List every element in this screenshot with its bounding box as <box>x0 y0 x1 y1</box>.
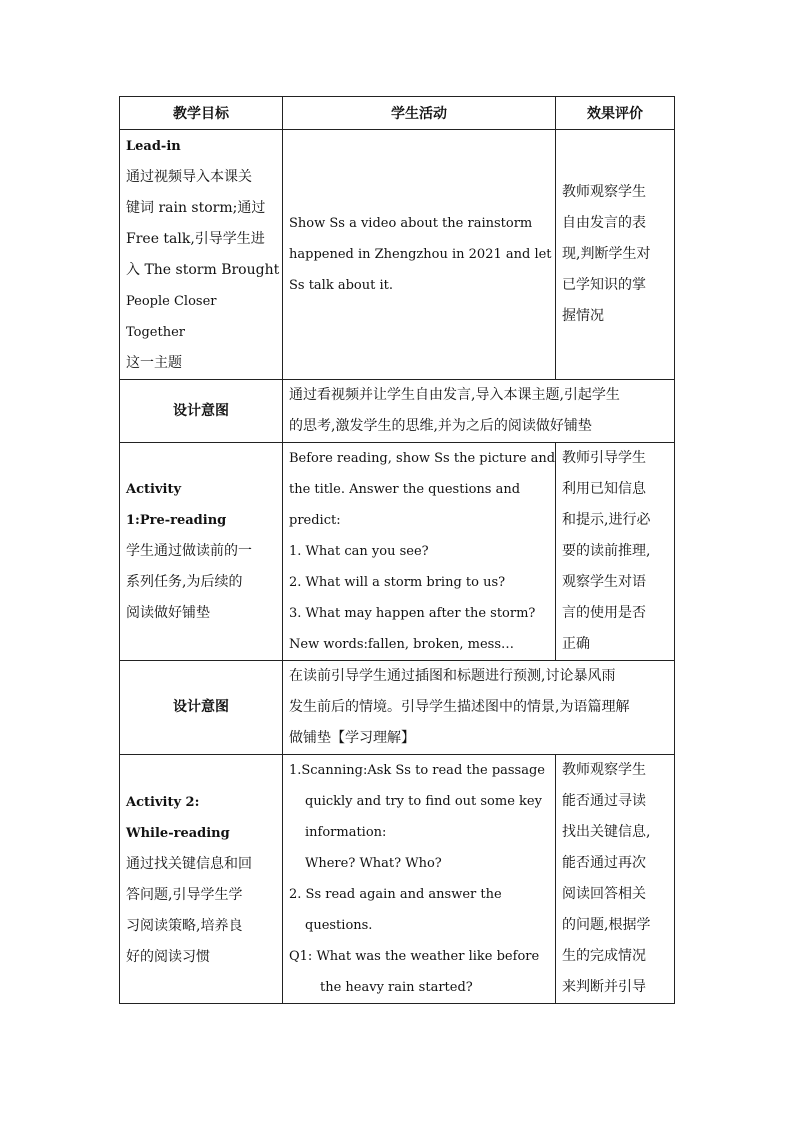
activity2-title: Activity 2: <box>126 795 200 810</box>
leadin-activity-cell <box>283 130 556 380</box>
leadin-eval-line: 已学知识的掌 <box>562 277 646 293</box>
activity2-eval-line: 生的完成情况 <box>562 948 646 964</box>
activity1-activity-line: predict: <box>289 513 341 528</box>
activity1-title: Activity <box>126 482 181 497</box>
activity1-goal-line: 学生通过做读前的一 <box>126 543 252 559</box>
activity1-activity-line: 2. What will a storm bring to us? <box>289 575 506 590</box>
activity1-row <box>120 443 675 661</box>
leadin-goal-line: 键词 rain storm;通过 <box>126 200 266 216</box>
lesson-plan-table <box>119 96 675 1004</box>
activity2-activity-line: 1.Scanning:Ask Ss to read the passage <box>289 763 545 778</box>
design-intent-text-2 <box>283 661 675 755</box>
header-student-activity: 学生活动 <box>283 97 556 130</box>
activity1-eval-line: 和提示,进行必 <box>562 512 651 528</box>
activity2-goal-line: 答问题,引导学生学 <box>126 887 243 903</box>
activity2-activity-line: questions. <box>305 918 373 933</box>
activity1-eval-line: 要的读前推理, <box>562 543 651 559</box>
activity1-goal-line: 系列任务,为后续的 <box>126 574 243 590</box>
activity2-title: While-reading <box>126 826 230 841</box>
activity2-goal-line: 好的阅读习惯 <box>126 949 210 965</box>
activity1-eval-line: 利用已知信息 <box>562 481 646 497</box>
activity2-eval-line: 阅读回答相关 <box>562 886 646 902</box>
leadin-goal-cell <box>120 130 283 380</box>
header-effect-evaluation: 效果评价 <box>556 97 675 130</box>
activity2-goal-line: 通过找关键信息和回 <box>126 856 252 872</box>
design-intent-label-1: 设计意图 <box>120 380 283 443</box>
leadin-row <box>120 130 675 380</box>
activity2-activity-line: Where? What? Who? <box>305 856 442 871</box>
leadin-activity-line: Ss talk about it. <box>289 278 393 293</box>
activity1-eval-cell <box>556 443 675 661</box>
activity1-goal-cell <box>120 443 283 661</box>
activity1-activity-line: 1. What can you see? <box>289 544 429 559</box>
activity2-activity-cell <box>283 755 556 1004</box>
design-intent-label-2: 设计意图 <box>120 661 283 755</box>
design-intent-line: 通过看视频并让学生自由发言,导入本课主题,引起学生 <box>289 387 620 403</box>
activity2-eval-line: 教师观察学生 <box>562 762 646 778</box>
activity1-goal-line: 阅读做好铺垫 <box>126 605 210 621</box>
activity2-row <box>120 755 675 1004</box>
design-intent-line: 的思考,激发学生的思维,并为之后的阅读做好铺垫 <box>289 418 592 434</box>
leadin-eval-line: 自由发言的表 <box>562 215 646 231</box>
activity1-activity-line: 3. What may happen after the storm? <box>289 606 536 621</box>
leadin-goal-line: 通过视频导入本课关 <box>126 169 252 185</box>
leadin-eval-line: 握情况 <box>562 308 604 324</box>
activity1-eval-line: 教师引导学生 <box>562 450 646 466</box>
activity2-eval-line: 能否通过再次 <box>562 855 646 871</box>
design-intent-line: 做铺垫【学习理解】 <box>289 730 415 746</box>
activity2-activity-line: 2. Ss read again and answer the <box>289 887 502 902</box>
leadin-title: Lead-in <box>126 139 181 154</box>
activity1-activity-line: New words:fallen, broken, mess… <box>289 637 515 652</box>
activity2-goal-line: 习阅读策略,培养良 <box>126 918 243 934</box>
activity1-eval-line: 观察学生对语 <box>562 574 646 590</box>
design-intent-text-1 <box>283 380 675 443</box>
design-intent-line: 发生前后的情境。引导学生描述图中的情景,为语篇理解 <box>289 699 630 715</box>
activity2-activity-line: information: <box>305 825 387 840</box>
design-intent-line: 在读前引导学生通过插图和标题进行预测,讨论暴风雨 <box>289 668 616 684</box>
leadin-eval-line: 教师观察学生 <box>562 184 646 200</box>
activity1-eval-line: 正确 <box>562 636 590 652</box>
design-intent-row-2 <box>120 661 675 755</box>
activity1-activity-cell <box>283 443 556 661</box>
activity2-activity-line: quickly and try to find out some key <box>305 794 542 809</box>
header-teaching-goal: 教学目标 <box>120 97 283 130</box>
leadin-eval-line: 现,判断学生对 <box>562 246 651 262</box>
leadin-goal-line: People Closer <box>126 294 217 309</box>
activity2-eval-line: 找出关键信息, <box>562 824 651 840</box>
activity2-eval-line: 能否通过寻读 <box>562 793 646 809</box>
activity2-activity-line: the heavy rain started? <box>320 980 473 995</box>
leadin-goal-line: 这一主题 <box>126 355 182 371</box>
activity1-activity-line: the title. Answer the questions and <box>289 482 521 497</box>
activity1-activity-line: Before reading, show Ss the picture and <box>289 451 556 466</box>
leadin-eval-cell <box>556 130 675 380</box>
activity1-title: 1:Pre-reading <box>126 513 227 528</box>
activity2-activity-line: Q1: What was the weather like before <box>289 949 540 964</box>
leadin-goal-line: Together <box>126 325 186 340</box>
leadin-goal-line: 入 The storm Brought <box>126 262 280 278</box>
activity2-eval-line: 来判断并引导 <box>562 979 646 995</box>
header-row <box>120 97 675 130</box>
activity2-eval-line: 的问题,根据学 <box>562 917 651 933</box>
design-intent-row-1 <box>120 380 675 443</box>
activity1-eval-line: 言的使用是否 <box>562 605 646 621</box>
leadin-activity-line: Show Ss a video about the rainstorm <box>289 216 533 231</box>
leadin-goal-line: Free talk,引导学生进 <box>126 231 265 247</box>
leadin-activity-line: happened in Zhengzhou in 2021 and let <box>289 247 552 262</box>
activity2-goal-cell <box>120 755 283 1004</box>
activity2-eval-cell <box>556 755 675 1004</box>
